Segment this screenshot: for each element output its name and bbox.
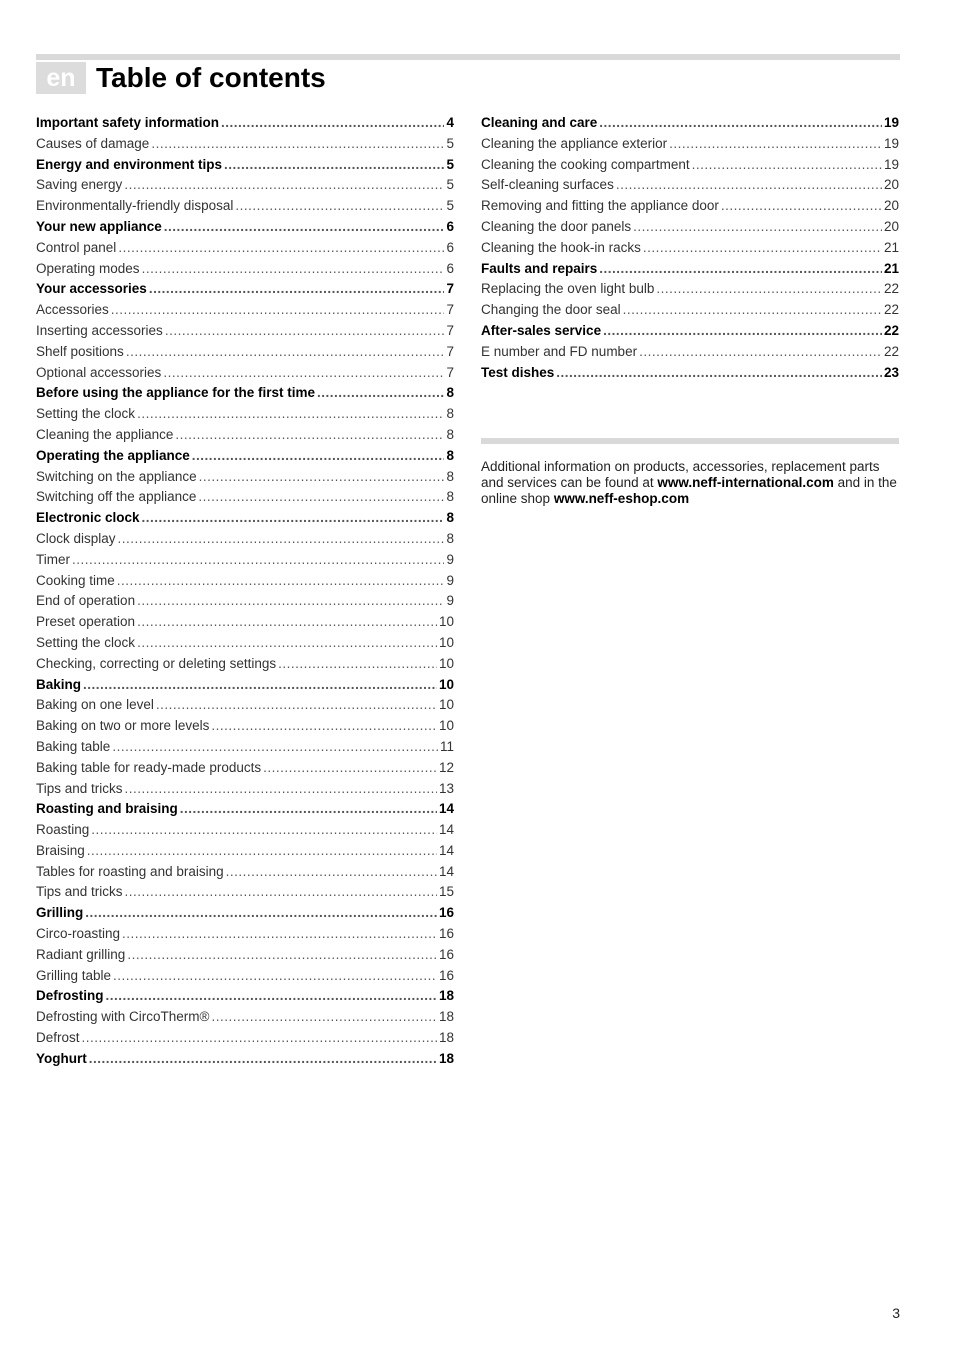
toc-entry-page: 9	[446, 593, 454, 609]
toc-entry-page: 16	[438, 905, 454, 921]
toc-section-entry[interactable]	[481, 177, 899, 198]
toc-dot-leader	[226, 864, 437, 879]
toc-entry-page: 22	[883, 302, 899, 318]
toc-section-entry[interactable]	[36, 781, 454, 802]
toc-entry-page: 8	[446, 447, 454, 463]
toc-entry-page: 18	[438, 1050, 454, 1066]
page-title: Table of contents	[96, 62, 326, 93]
toc-entry-label: Important safety information	[36, 115, 220, 130]
toc-dot-leader	[117, 573, 445, 588]
toc-entry-page: 21	[883, 239, 899, 255]
toc-entry-label: Radiant grilling	[36, 946, 126, 962]
toc-entry-page: 15	[438, 884, 454, 900]
toc-dot-leader	[556, 365, 882, 380]
toc-entry-page: 5	[446, 177, 454, 193]
toc-entry-page: 8	[446, 406, 454, 422]
toc-section-entry[interactable]	[36, 261, 454, 282]
toc-entry-page: 8	[446, 510, 454, 526]
toc-dot-leader	[224, 157, 444, 172]
toc-dot-leader	[142, 261, 445, 276]
toc-section-entry[interactable]	[36, 427, 454, 448]
toc-entry-page: 23	[883, 364, 899, 380]
toc-entry-label: Tips and tricks	[36, 780, 123, 796]
toc-section-entry[interactable]	[36, 843, 454, 864]
toc-entry-label: Operating the appliance	[36, 447, 190, 463]
toc-entry-label: E number and FD number	[481, 343, 638, 359]
info-text-1: Additional information on products, accessories, replacement parts and services can be found at	[481, 459, 880, 491]
toc-dot-leader	[639, 344, 882, 359]
toc-entry-page: 22	[883, 281, 899, 297]
toc-dot-leader	[137, 614, 437, 629]
toc-entry-label: Tips and tricks	[36, 884, 123, 900]
toc-entry-label: Your new appliance	[36, 218, 162, 234]
info-text-2: and in the online shop	[481, 475, 897, 507]
toc-section-entry[interactable]	[36, 552, 454, 573]
toc-entry-label: Roasting	[36, 822, 90, 838]
toc-section-entry[interactable]	[36, 656, 454, 677]
toc-entry-page: 10	[438, 655, 454, 671]
toc-entry-page: 7	[446, 281, 454, 297]
toc-section-entry[interactable]	[36, 614, 454, 635]
toc-section-entry[interactable]	[481, 157, 899, 178]
toc-entry-label: Cooking time	[36, 572, 115, 588]
toc-entry-page: 14	[438, 863, 454, 879]
toc-dot-leader	[235, 198, 444, 213]
toc-dot-leader	[137, 406, 444, 421]
toc-dot-leader	[164, 219, 445, 234]
toc-chapter-entry[interactable]	[36, 219, 454, 240]
toc-right-column	[481, 115, 899, 385]
toc-dot-leader	[125, 884, 437, 899]
toc-dot-leader	[199, 469, 445, 484]
international-link[interactable]: www.neff-international.com	[657, 475, 834, 491]
toc-section-entry[interactable]	[481, 136, 899, 157]
toc-section-entry[interactable]	[36, 344, 454, 365]
toc-dot-leader	[211, 718, 437, 733]
toc-dot-leader	[278, 656, 437, 671]
toc-entry-label: Operating modes	[36, 260, 140, 276]
toc-entry-label: Setting the clock	[36, 406, 136, 422]
toc-section-entry[interactable]	[36, 469, 454, 490]
toc-entry-label: Cleaning the appliance exterior	[481, 135, 668, 151]
toc-dot-leader	[127, 947, 437, 962]
toc-dot-leader	[118, 531, 445, 546]
toc-entry-label: Circo-roasting	[36, 926, 121, 942]
toc-section-entry[interactable]	[36, 365, 454, 386]
toc-entry-page: 10	[438, 718, 454, 734]
toc-section-entry[interactable]	[36, 635, 454, 656]
toc-chapter-entry[interactable]	[36, 385, 454, 406]
toc-dot-leader	[263, 760, 437, 775]
toc-chapter-entry[interactable]	[481, 115, 899, 136]
page-number: 3	[892, 1305, 900, 1321]
toc-entry-label: Removing and fitting the appliance door	[481, 198, 719, 214]
toc-chapter-entry[interactable]	[36, 988, 454, 1009]
toc-dot-leader	[126, 344, 445, 359]
toc-dot-leader	[656, 281, 882, 296]
toc-entry-label: Yoghurt	[36, 1050, 87, 1066]
toc-dot-leader	[72, 552, 444, 567]
toc-dot-leader	[83, 677, 437, 692]
toc-entry-label: Self-cleaning surfaces	[481, 177, 614, 193]
toc-entry-label: Baking table	[36, 738, 111, 754]
toc-entry-page: 16	[438, 946, 454, 962]
toc-dot-leader	[692, 157, 882, 172]
toc-dot-leader	[111, 302, 445, 317]
toc-entry-page: 8	[446, 489, 454, 505]
toc-entry-label: Cleaning the cooking compartment	[481, 156, 690, 172]
toc-dot-leader	[317, 385, 444, 400]
toc-entry-page: 8	[446, 385, 454, 401]
toc-entry-label: Defrosting with CircoTherm®	[36, 1009, 210, 1025]
toc-entry-label: Roasting and braising	[36, 801, 178, 817]
toc-entry-page: 18	[438, 1009, 454, 1025]
info-divider	[481, 438, 899, 444]
toc-entry-label: Defrosting	[36, 988, 104, 1004]
toc-entry-label: Setting the clock	[36, 634, 136, 650]
toc-chapter-entry[interactable]	[36, 115, 454, 136]
toc-entry-label: Braising	[36, 842, 85, 858]
toc-entry-label: Cleaning the appliance	[36, 426, 174, 442]
toc-entry-label: Environmentally-friendly disposal	[36, 198, 234, 214]
toc-entry-label: Grilling table	[36, 967, 112, 983]
toc-entry-page: 14	[438, 801, 454, 817]
toc-entry-page: 21	[883, 260, 899, 276]
toc-entry-label: After-sales service	[481, 322, 602, 338]
toc-entry-page: 7	[446, 322, 454, 338]
toc-section-entry[interactable]	[36, 739, 454, 760]
toc-section-entry[interactable]	[36, 1009, 454, 1030]
toc-section-entry[interactable]	[36, 489, 454, 510]
toc-dot-leader	[82, 1030, 437, 1045]
additional-info	[481, 459, 899, 508]
toc-dot-leader	[180, 801, 437, 816]
toc-dot-leader	[603, 323, 882, 338]
toc-entry-label: Energy and environment tips	[36, 156, 223, 172]
toc-chapter-entry[interactable]	[481, 261, 899, 282]
toc-entry-page: 20	[883, 177, 899, 193]
toc-dot-leader	[118, 240, 444, 255]
toc-entry-label: Control panel	[36, 239, 117, 255]
toc-section-entry[interactable]	[36, 760, 454, 781]
toc-entry-page: 10	[438, 634, 454, 650]
toc-dot-leader	[599, 261, 882, 276]
toc-entry-label: Cleaning the door panels	[481, 218, 632, 234]
toc-entry-page: 6	[446, 239, 454, 255]
toc-left-column	[36, 115, 454, 1072]
toc-entry-page: 22	[883, 322, 899, 338]
toc-dot-leader	[192, 448, 445, 463]
toc-entry-page: 14	[438, 842, 454, 858]
toc-section-entry[interactable]	[36, 926, 454, 947]
toc-entry-page: 5	[446, 156, 454, 172]
toc-dot-leader	[163, 365, 444, 380]
toc-section-entry[interactable]	[36, 968, 454, 989]
toc-entry-page: 7	[446, 364, 454, 380]
toc-dot-leader	[125, 781, 437, 796]
toc-chapter-entry[interactable]	[36, 510, 454, 531]
toc-section-entry[interactable]	[36, 1030, 454, 1051]
toc-dot-leader	[221, 115, 444, 130]
toc-entry-label: Timer	[36, 551, 70, 567]
toc-entry-page: 16	[438, 926, 454, 942]
toc-chapter-entry[interactable]	[481, 323, 899, 344]
toc-dot-leader	[633, 219, 882, 234]
toc-entry-label: Baking table for ready-made products	[36, 759, 262, 775]
toc-chapter-entry[interactable]	[36, 905, 454, 926]
toc-section-entry[interactable]	[36, 822, 454, 843]
toc-dot-leader	[89, 1051, 437, 1066]
toc-chapter-entry[interactable]	[36, 157, 454, 178]
toc-dot-leader	[149, 281, 445, 296]
toc-entry-page: 22	[883, 343, 899, 359]
toc-entry-page: 8	[446, 530, 454, 546]
toc-entry-page: 8	[446, 426, 454, 442]
toc-entry-label: Accessories	[36, 302, 109, 318]
toc-section-entry[interactable]	[36, 302, 454, 323]
toc-section-entry[interactable]	[36, 136, 454, 157]
toc-entry-label: Switching on the appliance	[36, 468, 197, 484]
toc-entry-page: 20	[883, 198, 899, 214]
eshop-link[interactable]: www.neff-eshop.com	[553, 491, 690, 507]
toc-entry-label: Causes of damage	[36, 135, 150, 151]
toc-dot-leader	[137, 635, 437, 650]
toc-chapter-entry[interactable]	[36, 1051, 454, 1072]
toc-section-entry[interactable]	[481, 281, 899, 302]
toc-entry-label: Baking on one level	[36, 697, 154, 713]
toc-entry-label: End of operation	[36, 593, 136, 609]
toc-dot-leader	[599, 115, 882, 130]
toc-dot-leader	[623, 302, 882, 317]
top-divider	[36, 54, 900, 60]
toc-dot-leader	[156, 697, 437, 712]
toc-dot-leader	[212, 1009, 437, 1024]
toc-entry-page: 19	[883, 115, 899, 130]
toc-section-entry[interactable]	[36, 884, 454, 905]
language-badge: en	[36, 62, 86, 94]
toc-entry-label: Cleaning and care	[481, 115, 598, 130]
toc-entry-label: Cleaning the hook-in racks	[481, 239, 641, 255]
toc-dot-leader	[669, 136, 882, 151]
toc-entry-label: Switching off the appliance	[36, 489, 197, 505]
toc-entry-page: 16	[438, 967, 454, 983]
toc-entry-page: 9	[446, 572, 454, 588]
toc-section-entry[interactable]	[36, 718, 454, 739]
toc-entry-page: 19	[883, 135, 899, 151]
toc-section-entry[interactable]	[36, 198, 454, 219]
toc-entry-page: 10	[438, 676, 454, 692]
toc-entry-label: Replacing the oven light bulb	[481, 281, 655, 297]
toc-entry-page: 5	[446, 135, 454, 151]
toc-section-entry[interactable]	[481, 302, 899, 323]
toc-section-entry[interactable]	[481, 240, 899, 261]
toc-entry-label: Preset operation	[36, 614, 136, 630]
toc-entry-label: Saving energy	[36, 177, 123, 193]
toc-chapter-entry[interactable]	[36, 801, 454, 822]
toc-dot-leader	[175, 427, 444, 442]
toc-dot-leader	[165, 323, 445, 338]
toc-entry-label: Defrost	[36, 1030, 80, 1046]
toc-entry-label: Optional accessories	[36, 364, 162, 380]
toc-entry-label: Clock display	[36, 530, 116, 546]
toc-entry-page: 6	[446, 260, 454, 276]
toc-dot-leader	[721, 198, 882, 213]
toc-dot-leader	[122, 926, 437, 941]
toc-section-entry[interactable]	[481, 219, 899, 240]
toc-entry-page: 20	[883, 218, 899, 234]
toc-entry-label: Shelf positions	[36, 343, 124, 359]
toc-entry-page: 4	[446, 115, 454, 130]
toc-entry-page: 5	[446, 198, 454, 214]
toc-dot-leader	[113, 968, 437, 983]
toc-entry-page: 9	[446, 551, 454, 567]
toc-entry-page: 7	[446, 343, 454, 359]
toc-dot-leader	[643, 240, 882, 255]
toc-chapter-entry[interactable]	[36, 281, 454, 302]
toc-entry-label: Checking, correcting or deleting settings	[36, 655, 277, 671]
toc-section-entry[interactable]	[36, 947, 454, 968]
toc-dot-leader	[616, 177, 882, 192]
toc-entry-label: Electronic clock	[36, 510, 140, 526]
toc-entry-label: Tables for roasting and braising	[36, 863, 224, 879]
toc-dot-leader	[124, 177, 444, 192]
toc-entry-page: 18	[438, 1030, 454, 1046]
toc-section-entry[interactable]	[36, 406, 454, 427]
toc-entry-label: Baking on two or more levels	[36, 718, 210, 734]
toc-entry-label: Baking	[36, 676, 82, 692]
toc-dot-leader	[137, 593, 444, 608]
toc-entry-page: 14	[438, 822, 454, 838]
toc-entry-label: Faults and repairs	[481, 260, 598, 276]
toc-entry-page: 7	[446, 302, 454, 318]
toc-section-entry[interactable]	[36, 323, 454, 344]
toc-section-entry[interactable]	[36, 593, 454, 614]
toc-entry-label: Inserting accessories	[36, 322, 163, 338]
toc-dot-leader	[151, 136, 444, 151]
toc-section-entry[interactable]	[36, 240, 454, 261]
toc-entry-page: 13	[438, 780, 454, 796]
toc-entry-label: Before using the appliance for the first time	[36, 385, 316, 401]
toc-section-entry[interactable]	[36, 573, 454, 594]
toc-entry-label: Test dishes	[481, 364, 555, 380]
toc-section-entry[interactable]	[36, 697, 454, 718]
toc-entry-page: 10	[438, 697, 454, 713]
toc-chapter-entry[interactable]	[36, 677, 454, 698]
toc-entry-page: 8	[446, 468, 454, 484]
toc-dot-leader	[91, 822, 437, 837]
toc-chapter-entry[interactable]	[481, 365, 899, 386]
page-header	[36, 62, 326, 94]
toc-entry-label: Your accessories	[36, 281, 147, 297]
toc-dot-leader	[106, 988, 437, 1003]
toc-section-entry[interactable]	[36, 177, 454, 198]
toc-entry-page: 11	[439, 738, 454, 754]
toc-entry-page: 6	[446, 218, 454, 234]
toc-dot-leader	[85, 905, 437, 920]
toc-section-entry[interactable]	[481, 198, 899, 219]
toc-entry-label: Grilling	[36, 905, 84, 921]
toc-dot-leader	[87, 843, 437, 858]
toc-entry-page: 19	[883, 156, 899, 172]
toc-chapter-entry[interactable]	[36, 448, 454, 469]
toc-dot-leader	[142, 510, 445, 525]
toc-section-entry[interactable]	[481, 344, 899, 365]
toc-entry-page: 10	[438, 614, 454, 630]
toc-entry-label: Changing the door seal	[481, 302, 621, 318]
toc-section-entry[interactable]	[36, 864, 454, 885]
toc-section-entry[interactable]	[36, 531, 454, 552]
toc-dot-leader	[112, 739, 438, 754]
toc-dot-leader	[198, 489, 444, 504]
toc-entry-page: 12	[438, 759, 454, 775]
toc-entry-page: 18	[438, 988, 454, 1004]
